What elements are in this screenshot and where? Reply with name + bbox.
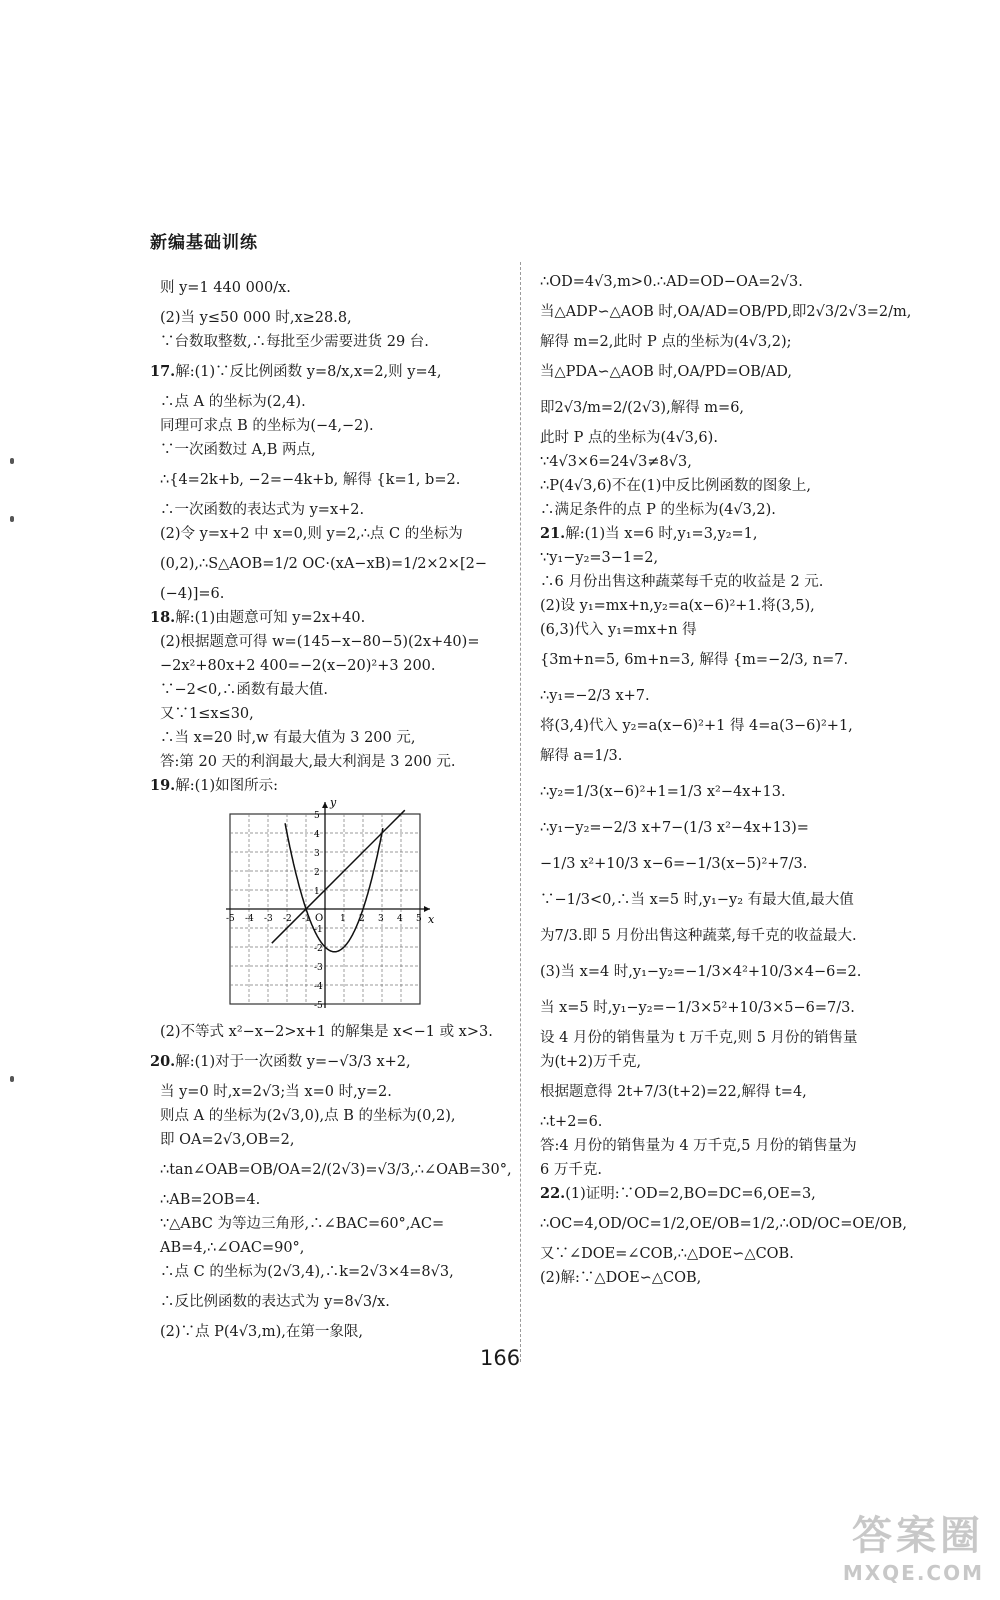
x-tick-label: -4 xyxy=(245,914,254,924)
x-tick-label: 1 xyxy=(340,914,346,924)
text-line xyxy=(540,954,862,990)
line-text: (0,2),∴S△AOB=1/2 OC·(xA−xB)=1/2×2×[2− xyxy=(160,556,487,572)
line-text: ∴OD=4√3,m>0.∴AD=OD−OA=2√3. xyxy=(540,274,803,290)
question-number: 19. xyxy=(150,777,176,794)
x-tick-label: 2 xyxy=(359,914,365,924)
line-text: (3)当 x=4 时,y₁−y₂=−1/3×4²+10/3×4−6=2. xyxy=(540,964,862,980)
text-line xyxy=(150,522,505,546)
y-tick-label: -3 xyxy=(314,963,323,973)
text-line xyxy=(150,1080,505,1104)
text-line xyxy=(150,390,505,414)
line-text: (2)不等式 x²−x−2>x+1 的解集是 x<−1 或 x>3. xyxy=(160,1024,493,1040)
line-text: 根据题意得 2t+7/3(t+2)=22,解得 t=4, xyxy=(540,1084,807,1100)
line-text: {3m+n=5, 6m+n=3, 解得 {m=−2/3, n=7. xyxy=(540,652,849,668)
line-text: 解得 a=1/3. xyxy=(540,748,623,764)
line-text: ∴AB=2OB=4. xyxy=(160,1192,261,1208)
text-line xyxy=(540,1242,855,1266)
function-graph xyxy=(226,796,440,1018)
text-line xyxy=(540,642,855,678)
text-line xyxy=(150,1044,505,1080)
line-text: 当△PDA∽△AOB 时,OA/PD=OB/AD, xyxy=(540,364,792,380)
text-line xyxy=(540,1266,855,1290)
text-line xyxy=(150,1128,505,1152)
text-line xyxy=(150,582,505,606)
scan-mark xyxy=(10,516,14,522)
y-axis-label: y xyxy=(330,796,337,809)
text-line xyxy=(540,1158,855,1182)
graph-svg xyxy=(226,796,440,1018)
text-line xyxy=(540,1182,855,1206)
line-text: ∴6 月份出售这种蔬菜每千克的收益是 2 元. xyxy=(540,574,824,590)
line-text: (2)当 y≤50 000 时,x≥28.8, xyxy=(160,310,352,326)
text-line xyxy=(150,1152,512,1188)
text-line xyxy=(150,630,505,654)
text-line xyxy=(540,846,855,882)
line-text: 当△ADP∽△AOB 时,OA/AD=OB/PD,即2√3/2√3=2/m, xyxy=(540,304,912,320)
text-line xyxy=(150,438,505,462)
x-tick-label: -3 xyxy=(264,914,273,924)
line-text: ∵−1/3<0,∴当 x=5 时,y₁−y₂ 有最大值,最大值 xyxy=(540,892,854,908)
question-number: 17. xyxy=(150,363,176,380)
text-line xyxy=(540,330,855,354)
page-number: 166 xyxy=(480,1346,521,1370)
line-text: (6,3)代入 y₁=mx+n 得 xyxy=(540,622,697,638)
text-line xyxy=(540,774,855,810)
line-text: ∴y₂=1/3(x−6)²+1=1/3 x²−4x+13. xyxy=(540,784,786,800)
text-line xyxy=(540,1050,855,1074)
x-tick-label: -1 xyxy=(302,914,311,924)
text-line xyxy=(150,306,505,330)
text-line xyxy=(540,294,912,330)
text-line xyxy=(540,918,855,954)
text-line xyxy=(150,678,505,702)
line-text: ∵△ABC 为等边三角形,∴∠BAC=60°,AC= xyxy=(160,1216,445,1232)
line-text: AB=4,∴∠OAC=90°, xyxy=(160,1240,305,1256)
line-text: 则点 A 的坐标为(2√3,0),点 B 的坐标为(0,2), xyxy=(160,1108,456,1124)
text-line xyxy=(540,810,855,846)
line-text: 解:(1)∵反比例函数 y=8/x,x=2,则 y=4, xyxy=(175,364,442,380)
line-text: 当 x=5 时,y₁−y₂=−1/3×5²+10/3×5−6=7/3. xyxy=(540,1000,855,1016)
text-line xyxy=(150,750,505,774)
line-text: ∴P(4√3,6)不在(1)中反比例函数的图象上, xyxy=(540,478,811,494)
line-text: (−4)]=6. xyxy=(160,586,225,602)
line-text: (2)∵点 P(4√3,m),在第一象限, xyxy=(160,1324,363,1340)
watermark-sub: MXQE.COM xyxy=(842,1561,984,1585)
y-tick-label: -2 xyxy=(314,944,323,954)
line-text: ∴y₁=−2/3 x+7. xyxy=(540,688,650,704)
line-text: 答:4 月份的销售量为 4 万千克,5 月份的销售量为 xyxy=(540,1138,857,1154)
y-tick-label: -5 xyxy=(314,1001,323,1011)
line-text: 同理可求点 B 的坐标为(−4,−2). xyxy=(160,418,374,434)
question-number: 21. xyxy=(540,525,566,542)
line-text: ∴y₁−y₂=−2/3 x+7−(1/3 x²−4x+13)= xyxy=(540,820,809,836)
text-line xyxy=(150,546,505,582)
line-text: 为(t+2)万千克, xyxy=(540,1054,642,1070)
text-line xyxy=(150,330,505,354)
y-tick-label: 5 xyxy=(314,811,320,821)
x-axis-label: x xyxy=(428,913,435,926)
y-axis-arrow xyxy=(322,802,328,808)
line-text: (2)解:∵△DOE∽△COB, xyxy=(540,1270,702,1286)
line-text: ∴tan∠OAB=OB/OA=2/(2√3)=√3/3,∴∠OAB=30°, xyxy=(160,1162,512,1178)
line-text: −2x²+80x+2 400=−2(x−20)²+3 200. xyxy=(160,658,436,674)
line-text: ∵一次函数过 A,B 两点, xyxy=(160,442,316,458)
line-text: 答:第 20 天的利润最大,最大利润是 3 200 元. xyxy=(160,754,456,770)
line-text: 设 4 月份的销售量为 t 万千克,则 5 月份的销售量 xyxy=(540,1030,858,1046)
line-text: 又∵1≤x≤30, xyxy=(160,706,254,722)
text-line xyxy=(150,414,505,438)
question-number: 18. xyxy=(150,609,176,626)
line-text: 解得 m=2,此时 P 点的坐标为(4√3,2); xyxy=(540,334,792,350)
text-line xyxy=(150,1236,505,1260)
line-text: ∴{4=2k+b, −2=−4k+b, 解得 {k=1, b=2. xyxy=(160,472,461,488)
text-line xyxy=(150,1104,505,1128)
text-line xyxy=(540,546,855,570)
text-line xyxy=(540,1026,858,1050)
text-line xyxy=(540,714,855,738)
right-column xyxy=(540,270,912,1290)
origin-label: O xyxy=(315,913,324,924)
line-text: 解:(1)如图所示: xyxy=(175,778,279,794)
text-line xyxy=(150,270,505,306)
line-text: (2)令 y=x+2 中 x=0,则 y=2,∴点 C 的坐标为 xyxy=(160,526,463,542)
y-tick-label: 3 xyxy=(314,849,320,859)
linear-function-line xyxy=(272,810,405,943)
text-line xyxy=(150,1020,505,1044)
column-divider xyxy=(520,262,521,1362)
line-text: −1/3 x²+10/3 x−6=−1/3(x−5)²+7/3. xyxy=(540,856,808,872)
text-line xyxy=(540,1206,907,1242)
line-text: 即 OA=2√3,OB=2, xyxy=(160,1132,295,1148)
text-line xyxy=(540,390,855,426)
text-line xyxy=(150,1188,505,1212)
scan-mark xyxy=(10,1076,14,1082)
x-tick-label: -5 xyxy=(226,914,235,924)
page-header: 新编基础训练 xyxy=(150,233,258,253)
y-tick-label: -4 xyxy=(314,982,323,992)
line-text: ∴反比例函数的表达式为 y=8√3/x. xyxy=(160,1294,390,1310)
y-tick-label: 2 xyxy=(314,868,320,878)
text-line xyxy=(540,426,855,450)
text-line xyxy=(540,678,855,714)
text-line xyxy=(540,1134,855,1158)
x-axis-arrow xyxy=(424,906,430,912)
text-line xyxy=(540,498,855,522)
x-tick-label: 4 xyxy=(397,914,403,924)
text-line xyxy=(150,606,505,630)
line-text: ∵−2<0,∴函数有最大值. xyxy=(160,682,328,698)
line-text: ∴OC=4,OD/OC=1/2,OE/OB=1/2,∴OD/OC=OE/OB, xyxy=(540,1216,907,1232)
line-text: ∴t+2=6. xyxy=(540,1114,603,1130)
line-text: 又∵∠DOE=∠COB,∴△DOE∽△COB. xyxy=(540,1246,794,1262)
question-number: 22. xyxy=(540,1185,566,1202)
line-text: ∴点 A 的坐标为(2,4). xyxy=(160,394,306,410)
text-line xyxy=(540,1110,855,1134)
line-text: 6 万千克. xyxy=(540,1162,602,1178)
line-text: 解:(1)对于一次函数 y=−√3/3 x+2, xyxy=(175,1054,411,1070)
y-tick-label: 4 xyxy=(314,830,320,840)
watermark-logo xyxy=(744,1512,984,1592)
line-text: (2)设 y₁=mx+n,y₂=a(x−6)²+1.将(3,5), xyxy=(540,598,815,614)
text-line xyxy=(150,654,505,678)
text-line xyxy=(540,594,855,618)
text-line xyxy=(540,474,855,498)
line-text: ∴点 C 的坐标为(2√3,4),∴k=2√3×4=8√3, xyxy=(160,1264,454,1280)
x-tick-label: 5 xyxy=(416,914,422,924)
line-text: ∴当 x=20 时,w 有最大值为 3 200 元, xyxy=(160,730,416,746)
question-number: 20. xyxy=(150,1053,176,1070)
text-line xyxy=(540,738,855,774)
line-text: 解:(1)由题意可知 y=2x+40. xyxy=(175,610,366,626)
text-line xyxy=(150,1260,505,1284)
line-text: ∵4√3×6=24√3≠8√3, xyxy=(540,454,692,470)
scan-mark xyxy=(10,458,14,464)
text-line xyxy=(150,726,505,750)
line-text: 将(3,4)代入 y₂=a(x−6)²+1 得 4=a(3−6)²+1, xyxy=(540,718,853,734)
text-line xyxy=(540,882,855,918)
x-tick-label: -2 xyxy=(283,914,292,924)
line-text: ∴一次函数的表达式为 y=x+2. xyxy=(160,502,365,518)
text-line xyxy=(150,498,505,522)
text-line xyxy=(540,570,855,594)
x-tick-label: 3 xyxy=(378,914,384,924)
text-line xyxy=(150,1320,505,1344)
watermark-main: 答案圈 xyxy=(852,1513,984,1559)
text-line xyxy=(540,990,855,1026)
text-line xyxy=(150,774,505,798)
line-text: 为7/3.即 5 月份出售这种蔬菜,每千克的收益最大. xyxy=(540,928,857,944)
y-tick-label: 1 xyxy=(314,887,320,897)
text-line xyxy=(540,354,855,390)
line-text: (1)证明:∵OD=2,BO=DC=6,OE=3, xyxy=(565,1186,816,1202)
line-text: ∵台数取整数,∴每批至少需要进货 29 台. xyxy=(160,334,429,350)
parabola-curve xyxy=(285,823,383,952)
text-line xyxy=(150,462,505,498)
line-text: 当 y=0 时,x=2√3;当 x=0 时,y=2. xyxy=(160,1084,392,1100)
text-line xyxy=(150,702,505,726)
text-line xyxy=(150,354,505,390)
line-text: ∴满足条件的点 P 的坐标为(4√3,2). xyxy=(540,502,776,518)
line-text: 则 y=1 440 000/x. xyxy=(160,280,291,296)
text-line xyxy=(540,1074,855,1110)
line-text: 解:(1)当 x=6 时,y₁=3,y₂=1, xyxy=(565,526,758,542)
text-line xyxy=(540,522,855,546)
line-text: (2)根据题意可得 w=(145−x−80−5)(2x+40)= xyxy=(160,634,480,650)
text-line xyxy=(540,618,855,642)
text-line xyxy=(540,450,855,474)
line-text: 此时 P 点的坐标为(4√3,6). xyxy=(540,430,718,446)
line-text: 即2√3/m=2/(2√3),解得 m=6, xyxy=(540,400,745,416)
text-line xyxy=(150,1212,505,1236)
left-column xyxy=(150,270,512,1344)
text-line xyxy=(540,270,855,294)
y-tick-label: -1 xyxy=(314,925,323,935)
line-text: ∵y₁−y₂=3−1=2, xyxy=(540,550,659,566)
text-line xyxy=(150,1284,505,1320)
